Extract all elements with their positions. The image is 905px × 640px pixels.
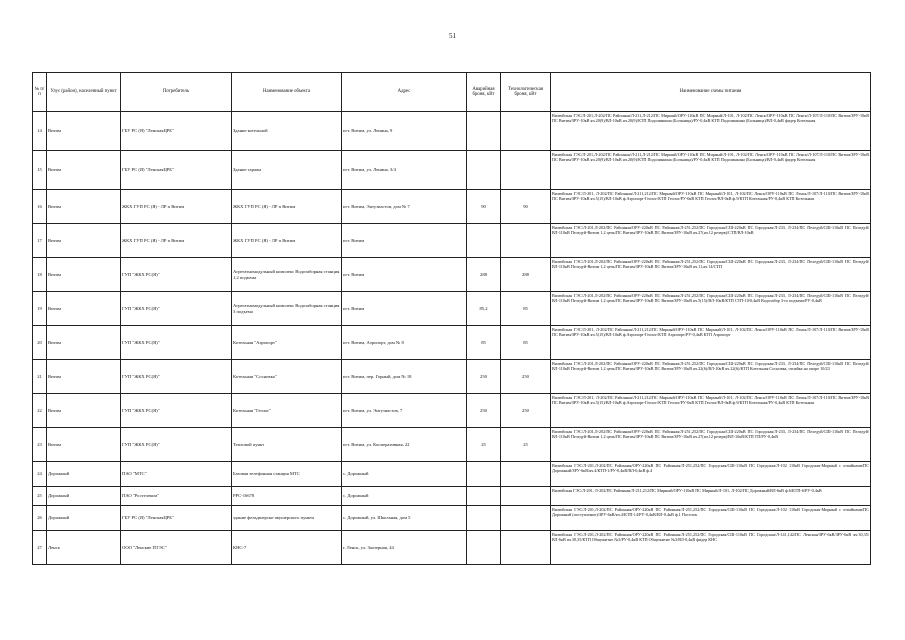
- cell-address: пгт. Витим, ул. Энтузиастов, 7: [342, 394, 467, 428]
- cell-emergency: [467, 487, 501, 506]
- cell-consumer: ГУП "ЖКХ РС(Я)": [121, 360, 232, 394]
- cell-district: Дорожный: [47, 462, 121, 487]
- cell-scheme: Вилюйская ГЭС/Л-201,Л-202/ПС Районная/ОРУ-220кВ ПС Районная/Л-251,252/ПС Городская/СШ-220кВ ПС Городская/Л-233, Л-234/ПС Пеледуй/СШ-110кВ ПС Пеледуй/ВЛ-110кВ Пеледуй-Витим 1,2 цепь/ПС Витим/ЗРУ-10кВ ПС Витим/ЗРУ-10кВ яч.5(15)/ВЛ-10кВ/КТП СТП-10/0,4кВ Водозабор 3-го подъема/РУ-0,4кВ: [551, 292, 871, 326]
- cell-scheme: Вилюйская ГЭС/Л-201,Л-202/ПС Районная/Л-211,Л-212/ПС Мирный/ОРУ-110кВ ПС Мирный/Л-101, Л-102/ПС Ленск/ОРУ-110кВ ПС Ленск/Л-107/Л-110/ПС Витим/ЗРУ-10кВ ПС Витим/ЗРУ-10кВ яч.20(9)/ВЛ-10кВ яч.20(9)/КТП Подолинкина (Больница)/РУ-0,4кВ КТП Подолинкина (Больница)/ВЛ-0,4кВ фидер Котельная: [551, 151, 871, 190]
- cell-district: Витим: [47, 360, 121, 394]
- table-row: [33, 112, 871, 151]
- cell-num: 16: [33, 190, 47, 224]
- cell-num: 22: [33, 394, 47, 428]
- cell-scheme: Вилюйская ГЭС/Л-201,Л-202/ПС Районная/ОРУ-220кВ ПС Районная/Л-251,252/ПС Городская/СШ-220кВ ПС Городская/Л-233, Л-234/ПС Пеледуй/СШ-110кВ ПС Пеледуй/ВЛ-110кВ Пеледуй-Витим 1,2 цепь/ПС Витим/ЗРУ-10кВ ПС Витим/ЗРУ-10кВ яч.11,яч.14/СТП: [551, 258, 871, 292]
- cell-emergency: [467, 151, 501, 190]
- cell-num: 17: [33, 224, 47, 258]
- cell-tech: [501, 531, 551, 565]
- cell-scheme: Вилюйская ГЭС/Л-201,Л-202/ПС Районная/ОРУ-220кВ ПС Районная/Л-251,252/ПС Городская/СШ-220кВ ПС Городская/Л-233, Л-234/ПС Пеледуй/СШ-110кВ ПС Пеледуй/ВЛ-110кВ Пеледуй-Витим 1,2 цепь/ПС Витим/ЗРУ-10кВ ПС Витим/ЗРУ-10кВ яч.27(яч.12 резерв)/СТП/ВЛ-10кВ: [551, 224, 871, 258]
- cell-consumer: ГУП "ЖКХ РС(Я)": [121, 292, 232, 326]
- table-row: [33, 224, 871, 258]
- cell-scheme: Вилюйская ГЭС/Л-201, Л-202/ПС Районная/Л-211,212/ПС Мирный/ОРУ-110кВ ПС Мирный/Л-101, Л-102/ПС Дорожный/ВЛ-6кВ ф.6/КТП-6/РУ-0,4кВ: [551, 487, 871, 506]
- cell-object: Котельная "Геолог": [232, 394, 342, 428]
- cell-consumer: ПАО "МТС": [121, 462, 232, 487]
- cell-district: Дорожный: [47, 487, 121, 506]
- cell-emergency: [467, 112, 501, 151]
- cell-emergency: [467, 506, 501, 531]
- cell-address: пгт. Витим: [342, 224, 467, 258]
- cell-address: с. Дорожный, ул. Школьная, дом 5: [342, 506, 467, 531]
- cell-consumer: ГУП "ЖКХ РС(Я)": [121, 428, 232, 462]
- cell-object: Котельная "Сосновка": [232, 360, 342, 394]
- table-row: [33, 326, 871, 360]
- cell-tech: [501, 224, 551, 258]
- cell-object: здание фельдшерско-акушерского пункта: [232, 506, 342, 531]
- cell-tech: 25: [501, 428, 551, 462]
- cell-object: Здание гаража: [232, 151, 342, 190]
- cell-object: КНС-7: [232, 531, 342, 565]
- cell-object: Агрегатномодульный комплекс Водозаборная станция 1,2 подъема: [232, 258, 342, 292]
- cell-address: пгт. Витим, ул. Кооперативная, 22: [342, 428, 467, 462]
- cell-num: 26: [33, 506, 47, 531]
- cell-object: Котельная "Аэропорт": [232, 326, 342, 360]
- cell-consumer: ПАО "Ростелеком": [121, 487, 232, 506]
- cell-address: г. Ленск, ул. Заозерная, 44: [342, 531, 467, 565]
- cell-object: ЖКХ ГУП РС (Я) - ЛР п Витим: [232, 190, 342, 224]
- cell-num: 25: [33, 487, 47, 506]
- cell-scheme: Вилюйская ГЭС/Л-201, Л-202/ПС Районная/Л-211,212/ПС Мирный/ОРУ-110кВ ПС Мирный/Л-101, Л-102/ПС Ленск/ОРУ-110кВ ПС Ленск/Л-107/Л-110/ПС Витим/ЗРУ-10кВ ПС Витим/ЗРУ-10кВ яч.5(15)/ВЛ-10кВ ф.Аэропорт-Геолог/КТП Аэропорт/РУ-0,4кВ КТП Аэропорт: [551, 326, 871, 360]
- cell-district: Ленск: [47, 531, 121, 565]
- header-emergency: Аварийная броня, кВт: [467, 73, 501, 112]
- cell-emergency: 250: [467, 394, 501, 428]
- cell-num: 15: [33, 151, 47, 190]
- cell-scheme: Вилюйская ГЭС/Л-201,Л-202/ПС Районная/ОРУ-220кВ ПС Районная/Л-251,252/ПС Городская/СШ-220кВ ПС Городская/Л-233, Л-234/ПС Пеледуй/СШ-110кВ ПС Пеледуй/ВЛ-110кВ Пеледуй-Витим 1,2 цепь/ПС Витим/ЗРУ-10кВ ПС Витим/ЗРУ-10кВ яч.27(яч.12 резерв)/ВЛ-10кВ/КТП ТП/РУ-0,4кВ: [551, 428, 871, 462]
- cell-district: Витим: [47, 326, 121, 360]
- cell-address: пгт. Витим: [342, 292, 467, 326]
- cell-num: 20: [33, 326, 47, 360]
- header-scheme: Наименование схемы питания: [551, 73, 871, 112]
- cell-consumer: ГБУ РС (Я) "ЛенскаяЦРБ": [121, 112, 232, 151]
- cell-num: 23: [33, 428, 47, 462]
- cell-address: пгт. Витим, Аэропорт, дом № 8: [342, 326, 467, 360]
- cell-tech: 250: [501, 394, 551, 428]
- cell-address: с. Дорожный: [342, 462, 467, 487]
- cell-district: Дорожный: [47, 506, 121, 531]
- table-row: [33, 531, 871, 565]
- cell-scheme: Вилюйская ГЭС/Л-201, Л-202/ПС Районная/Л-211,212/ПС Мирный/ОРУ-110кВ ПС Мирный/Л-101, Л-102/ПС Ленск/ОРУ-110кВ ПС Ленск/Л-107/Л-110/ПС Витим/ЗРУ-10кВ ПС Витим/ЗРУ-10кВ яч.5(15)/ВЛ-10кВ ф.Аэропорт-Геолог/КТП Геолог/РУ-0кВ КТП Геолог/ВЛ-0кВ ф.9/КТП Котельная/РУ-0,4кВ КТП Котельная: [551, 394, 871, 428]
- cell-district: Витим: [47, 394, 121, 428]
- table-row: [33, 428, 871, 462]
- cell-scheme: Вилюйская ГЭС/Л-201,Л-202/ПС Районная/ОРУ-220кВ ПС Районная/Л-251,252/ПС Городская/СШ-220кВ ПС Городская/Л-233, Л-234/ПС Пеледуй/СШ-110кВ ПС Пеледуй/ВЛ-110кВ Пеледуй-Витим 1,2 цепь/ПС Витим/ЗРУ-10кВ ПС Витим/ЗРУ-10кВ яч.22(6)/ВЛ-10кВ яч.22(6)/КТП Котельная Сосновка, отпайка на опоре 10/23: [551, 360, 871, 394]
- table-row: [33, 292, 871, 326]
- cell-consumer: ГБУ РС (Я) "ЛенскаяЦРБ": [121, 506, 232, 531]
- table-row: [33, 487, 871, 506]
- cell-tech: [501, 506, 551, 531]
- cell-tech: 85: [501, 292, 551, 326]
- cell-num: 14: [33, 112, 47, 151]
- cell-emergency: 85: [467, 326, 501, 360]
- header-tech: Технологическая броня, кВт: [501, 73, 551, 112]
- cell-address: с. Дорожный: [342, 487, 467, 506]
- cell-consumer: ГУП "ЖКХ РС(Я)": [121, 394, 232, 428]
- cell-tech: 90: [501, 190, 551, 224]
- cell-emergency: [467, 462, 501, 487]
- cell-scheme: Вилюйская ГЭС/Л-201, Л-202/ПС Районная/Л-211,212/ПС Мирный/ОРУ-110кВ ПС Мирный/Л-101, Л-102/ПС Ленск/ОРУ-110кВ ПС Ленск/Л-107/Л-110/ПС Витим/ЗРУ-10кВ ПС Витим/ЗРУ-10кВ яч.5(15)/ВЛ-10кВ ф.Аэропорт-Геолог/КТП Геолог/РУ-0кВ КТП Геолог/ВЛ-0кВ ф.9/КТП Котельная/РУ-0,4кВ КТП Котельная: [551, 190, 871, 224]
- cell-tech: [501, 487, 551, 506]
- cell-district: Витим: [47, 258, 121, 292]
- cell-scheme: Вилюйская ГЭС/Л-201,Л-202/ПС Районная/ОРУ-220кВ ПС Районная/Л-251,252/ПС Городская/СШ-110кВ ПС Городская/Л-102 110кВ Городская-Мирный с отпайками/ПС Дорожный (поступление)/ЗРУ-6кВ/яч.4/КТП-14/РУ-0,4кВ/ВЛ-0,4кВ ф.1 Поселок: [551, 506, 871, 531]
- table-row: [33, 190, 871, 224]
- cell-tech: 85: [501, 326, 551, 360]
- cell-num: 24: [33, 462, 47, 487]
- cell-emergency: 250: [467, 360, 501, 394]
- cell-object: Здание котельной: [232, 112, 342, 151]
- cell-num: 27: [33, 531, 47, 565]
- header-consumer: Потребитель: [121, 73, 232, 112]
- header-object: Наименование объекта: [232, 73, 342, 112]
- header-address: Адрес: [342, 73, 467, 112]
- cell-consumer: ГУП "ЖКХ РС(Я)": [121, 326, 232, 360]
- cell-district: Витим: [47, 151, 121, 190]
- table-row: [33, 258, 871, 292]
- cell-district: Витим: [47, 190, 121, 224]
- cell-object: РРС-16678: [232, 487, 342, 506]
- cell-consumer: ЖКХ ГУП РС (Я) - ЛР п Витим: [121, 190, 232, 224]
- cell-address: пгт. Витим, ул. Ленина, 3/4: [342, 151, 467, 190]
- cell-consumer: ГБУ РС (Я) "ЛенскаяЦРБ": [121, 151, 232, 190]
- page-number: 51: [449, 32, 456, 40]
- table-header-row: [33, 73, 871, 112]
- table-row: [33, 462, 871, 487]
- cell-emergency: 288: [467, 258, 501, 292]
- table-row: [33, 506, 871, 531]
- cell-scheme: Вилюйская ГЭС/Л-201,Л-202/ПС Районная/Л-211,Л-212/ПС Мирный/ОРУ-110кВ ПС Мирный/Л-101, Л-102/ПС Ленск/ОРУ-110кВ ПС Ленск/Л-107/Л-110/ПС Витим/ЗРУ-10кВ ПС Витим/ЗРУ-10кВ яч.20(9)/ВЛ-10кВ яч.20(9)/КТП Подолинкина (Больница)/РУ-0,4кВ КТП Подолинкина (Больница)/ВЛ-0,4кВ фидер Котельная: [551, 112, 871, 151]
- cell-emergency: [467, 531, 501, 565]
- cell-scheme: Вилюйская ГЭС/Л-201,Л-202/ПС Районная/ОРУ-220кВ ПС Районная/Л-251,252/ПС Городская/СШ-110кВ ПС Городская/Л-141,142/ПС Ленская/ЗРУ-6кВ/ЗРУ-6кВ яч.30,35/ВЛ-6кВ яч.30,35/КТП Общежитие №3/РУ-0,4кВ КТП Общежитие №3/ВЛ-0,4кВ фидер КНС: [551, 531, 871, 565]
- table-row: [33, 394, 871, 428]
- cell-num: 19: [33, 292, 47, 326]
- cell-district: Витим: [47, 428, 121, 462]
- cell-tech: 250: [501, 360, 551, 394]
- cell-district: Витим: [47, 292, 121, 326]
- cell-emergency: 25: [467, 428, 501, 462]
- table-row: [33, 360, 871, 394]
- cell-num: 21: [33, 360, 47, 394]
- cell-consumer: ГУП "ЖКХ РС(Я)": [121, 258, 232, 292]
- header-district: Улус (район), населенный пункт: [47, 73, 121, 112]
- cell-consumer: ЖКХ ГУП РС (Я) - ЛР п Витим: [121, 224, 232, 258]
- cell-address: пгт. Витим, пер. Горный, дом № 18: [342, 360, 467, 394]
- cell-object: Агрегатномодульный комплекс Водозаборная станция 3 подъема: [232, 292, 342, 326]
- cell-num: 18: [33, 258, 47, 292]
- cell-object: Базовая телефонная станция МТС: [232, 462, 342, 487]
- cell-object: Тепловой пункт: [232, 428, 342, 462]
- cell-consumer: ООО "Ленские ПТЭС": [121, 531, 232, 565]
- cell-district: Витим: [47, 224, 121, 258]
- cell-tech: [501, 462, 551, 487]
- cell-object: ЖКХ ГУП РС (Я) - ЛР п Витим: [232, 224, 342, 258]
- cell-address: пгт. Витим, Энтузиастов, дом № 7: [342, 190, 467, 224]
- cell-scheme: Вилюйская ГЭС/Л-201,Л-202/ПС Районная/ОРУ-220кВ ПС Районная/Л-251,252/ПС Городская/СШ-110кВ ПС Городская/Л-102 110кВ Городская-Мирный с отпайками/ПС Дорожный/ЗРУ-6кВ/яч.4/КТП-1/РУ-0,4кВ/ВЛ-0,4кВ ф.4: [551, 462, 871, 487]
- power-supply-table: [32, 72, 871, 565]
- header-num: № п/п: [33, 73, 47, 112]
- cell-tech: [501, 112, 551, 151]
- cell-emergency: [467, 224, 501, 258]
- cell-tech: 288: [501, 258, 551, 292]
- cell-address: пгт. Витим: [342, 258, 467, 292]
- cell-tech: [501, 151, 551, 190]
- cell-emergency: 90: [467, 190, 501, 224]
- cell-emergency: 85,2: [467, 292, 501, 326]
- cell-district: Витим: [47, 112, 121, 151]
- cell-address: пгт. Витим, ул. Ленина, 9: [342, 112, 467, 151]
- table-row: [33, 151, 871, 190]
